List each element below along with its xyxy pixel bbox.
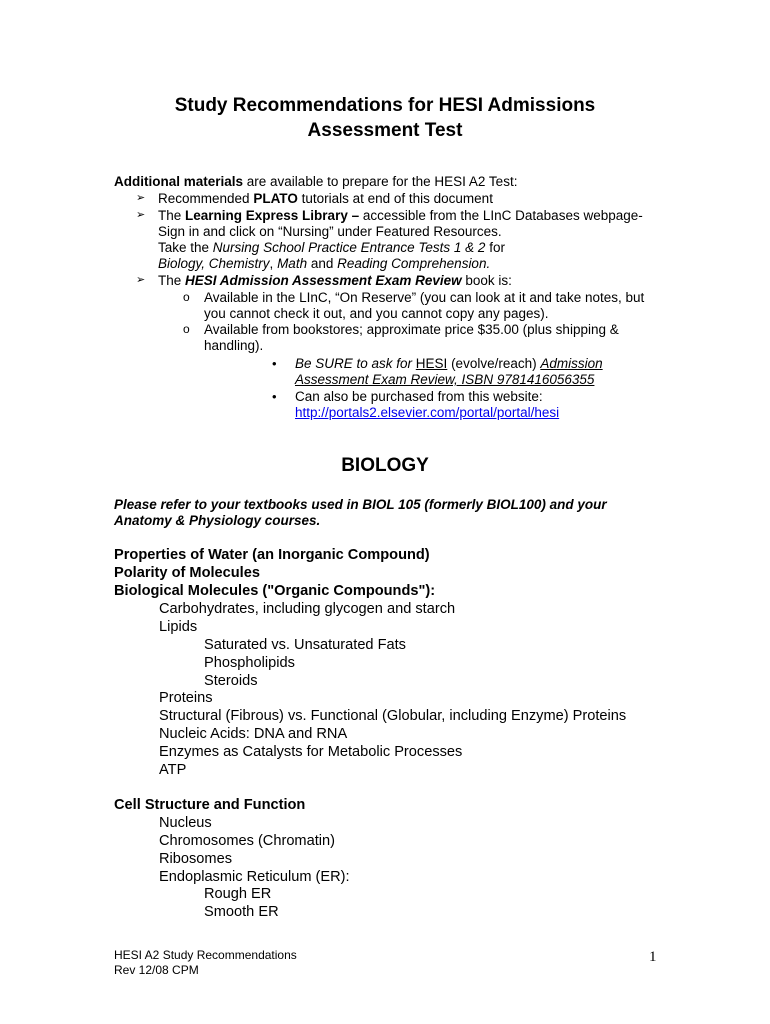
arrow-bullet-icon: ➢ [136, 209, 146, 221]
topic-heading: Polarity of Molecules [114, 565, 260, 581]
biology-heading: BIOLOGY [341, 455, 429, 476]
topic-item: Nucleic Acids: DNA and RNA [159, 726, 348, 742]
topic-item: Carbohydrates, including glycogen and starch [159, 601, 456, 617]
elsevier-link[interactable]: http://portals2.elsevier.com/portal/portal/hesi [295, 405, 560, 420]
topic-item: Chromosomes (Chromatin) [159, 833, 335, 849]
topic-heading: Properties of Water (an Inorganic Compound) [114, 547, 430, 563]
isbn-line-1: Be SURE to ask for HESI (evolve/reach) Admission [295, 356, 603, 371]
bookstore-line-1: Available from bookstores; approximate price $35.00 (plus shipping & [204, 322, 619, 337]
topic-heading: Cell Structure and Function [114, 797, 306, 813]
reserve-line-1: Available in the LInC, “On Reserve” (you can look at it and take notes, but [204, 290, 645, 305]
footer-revision: Rev 12/08 CPM [114, 963, 199, 977]
topic-item: Structural (Fibrous) vs. Functional (Globular, including Enzyme) Proteins [159, 708, 627, 724]
learning-express-line-2: Sign in and click on “Nursing” under Featured Resources. [158, 224, 502, 239]
dot-bullet-icon: • [272, 356, 277, 371]
topic-subitem: Steroids [204, 673, 258, 689]
circle-bullet-icon: o [183, 322, 190, 336]
arrow-bullet-icon: ➢ [136, 192, 146, 204]
topic-item: Endoplasmic Reticulum (ER): [159, 869, 350, 885]
exam-review-item: The HESI Admission Assessment Exam Review book is: [158, 273, 512, 288]
topic-subitem: Saturated vs. Unsaturated Fats [204, 637, 406, 653]
topic-heading: Biological Molecules ("Organic Compounds"): [114, 583, 436, 599]
intro-line: Additional materials are available to prepare for the HESI A2 Test: [114, 174, 518, 189]
topic-item: Enzymes as Catalysts for Metabolic Processes [159, 744, 463, 760]
learning-express-line-3: Take the Nursing School Practice Entrance Tests 1 & 2 for [158, 240, 505, 255]
isbn-line-2: Assessment Exam Review, ISBN 9781416056355 [295, 372, 595, 387]
topic-item: ATP [159, 762, 187, 778]
purchase-line: Can also be purchased from this website: [295, 389, 543, 404]
reserve-line-2: you cannot check it out, and you cannot copy any pages). [204, 306, 549, 321]
textbook-note-line-1: Please refer to your textbooks used in BIOL 105 (formerly BIOL100) and your [114, 497, 607, 512]
topic-subitem: Phospholipids [204, 655, 295, 671]
textbook-note-line-2: Anatomy & Physiology courses. [114, 513, 321, 528]
bookstore-line-2: handling). [204, 338, 264, 353]
learning-express-item: The Learning Express Library – accessible from the LInC Databases webpage- [158, 208, 643, 223]
topic-subitem: Rough ER [204, 886, 272, 902]
circle-bullet-icon: o [183, 290, 190, 304]
topic-item: Lipids [159, 619, 198, 635]
title-line-1: Study Recommendations for HESI Admissions [174, 95, 596, 116]
plato-item: Recommended PLATO tutorials at end of this document [158, 191, 493, 206]
page-title [0, 93, 770, 143]
topic-item: Proteins [159, 690, 213, 706]
arrow-bullet-icon: ➢ [136, 274, 146, 286]
learning-express-line-4: Biology, Chemistry, Math and Reading Comprehension. [158, 256, 491, 271]
title-line-2: Assessment Test [307, 120, 463, 141]
website-line [295, 404, 559, 421]
dot-bullet-icon: • [272, 389, 277, 404]
topic-subitem: Smooth ER [204, 904, 279, 920]
page-number: 1 [649, 949, 657, 965]
footer-title: HESI A2 Study Recommendations [114, 948, 297, 962]
topic-item: Ribosomes [159, 851, 232, 867]
topic-item: Nucleus [159, 815, 212, 831]
